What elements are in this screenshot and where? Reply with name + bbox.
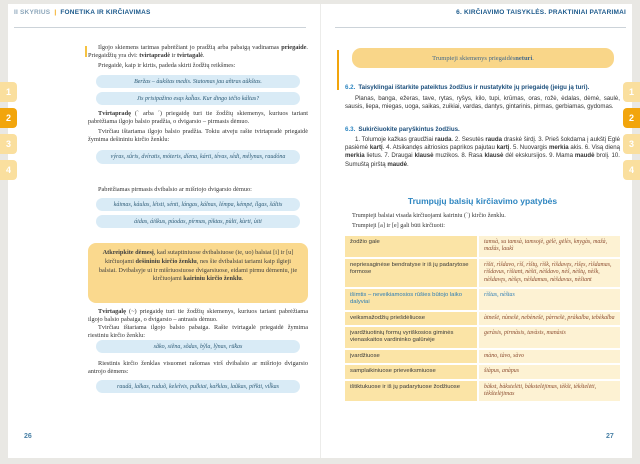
left-paragraph-1: Ilgojo skiemens tarimas pabrėžiant jo pradžią arba pabaigą vadinamas priegaide. Priegaidžių yra dvi: tvirtapradė ir tvirtagalė.	[88, 44, 308, 60]
right-running-header: 6. KIRČIAVIMO TAISYKLĖS. PRAKTINIAI PATARIMAI	[456, 9, 626, 16]
left-paragraph-3: Tvirtapradę (` arba ´) priegaidę turi tie žodžių skiemenys, kuriuos tariant pabrėžiama ilgojo balsio pradžia, o dvigarsio – pirmasis dėmuo.	[88, 110, 308, 126]
attention-callout: Atkreipkite dėmesį, kad sutaptiniuose dvibalsiuose (ie, uo) balsiai [i] ir [u] kirčiuojami dešininiu kirčio ženklu, nes šie dvibalsiai tariami kaip ilgieji balsiai. Dvibalsyje ui ir mišriuosiuose dvigarsiuose, eidami pirmu dėmeniu, jie kirčiuojami kairiniu kirčio ženklu.	[88, 243, 308, 303]
section-intro-2: Trumpieji [a] ir [e] gali būti kirčiuoti:	[352, 222, 445, 229]
exercise-63-heading	[345, 126, 620, 134]
exercise-63-title: Sukirčiuokite paryškintus žodžius.	[358, 126, 460, 133]
example-words-box-3: áidas, áiškus, púodas, pírmas, pìktas, pùlti, kùrti, ùiti	[96, 215, 300, 228]
exercise-63-body: 1. Tolumoje kažkas graudžiai rauda. 2. Sesutės rauda draskė širdį. 3. Prieš šokdama į aukštį Eglė pasiėmė kartį. 4. Atsikandęs aitriosios paprikos pajutau kartį. 5. Nuovargis merkia akis. 6. Visą dieną merkia lietus. 7. Draugai klausė muzikos. 8. Rasa klausė dėl ekskursijos. 9. Mama maudė brolį. 10. Sumuštą pirštą maudė.	[345, 136, 621, 168]
exercise-62-number: 6.2.	[345, 84, 356, 91]
chapter-number: II SKYRIUS	[14, 9, 51, 16]
table-row	[345, 381, 620, 402]
example-words-box-5: raudà, laĩkas, ruduõ, keleĩvis, puĩkiai, kar̃klas, laũkas, pir̃kti, vil̃kas	[96, 380, 300, 393]
chapter-tab-1-right: 1	[623, 82, 640, 102]
example-words-box-4: sãko, siẽna, sõdas, bỹla, lỹnas, rū̃kas	[96, 340, 300, 353]
table-row-examples: geràsis, pirmàsis, tavàsis, manàsis	[479, 327, 620, 348]
table-row	[345, 350, 620, 363]
left-paragraph-5: Pabrėžiamas pirmasis dvibalsio ar mišriojo dvigarsio dėmuo:	[98, 186, 252, 193]
table-row-label: ištiktukuose ir iš jų padarytuose žodžiuose	[345, 381, 477, 402]
example-words-box-1: výras, sū́ris, dvíratis, móteris, díena, kárti, tė́vas, sė́di, mė́lynas, raudóna	[96, 150, 300, 164]
chapter-tab-4-right: 4	[623, 160, 640, 180]
table-row-label: įvardžiuotinių formų vyriškosios giminės vienaskaitos vardininko galūnėje	[345, 327, 477, 348]
table-row-label: veiksmažodžių priešdėliuose	[345, 312, 477, 325]
table-row-label: nepriesaginėse bendratyse ir iš jų padarytose formose	[345, 259, 477, 287]
left-paragraph-2: Priegaidė, kaip ir kirtis, padeda skirti žodžių reikšmes:	[98, 62, 236, 69]
left-paragraph-6: Tvirtagalę (~) priegaidę turi tie žodžių skiemenys, kuriuos tariant pabrėžiama ilgojo balsio pabaiga, o dvigarsio – antrasis dėmuo.	[88, 308, 308, 324]
chapter-tab-3: 3	[0, 134, 17, 154]
table-row-examples: rìštas, nèštas	[479, 289, 620, 310]
table-row-exception	[345, 289, 620, 310]
right-header-rule	[335, 27, 626, 28]
chapter-tab-3-right: 3	[623, 134, 640, 154]
exercise-63-number: 6.3.	[345, 126, 356, 133]
exercise-62-title: Taisyklingai ištarkite pateiktus žodžius ir nustatykite jų priegaidę (jeigu ją turi).	[358, 84, 590, 91]
table-row	[345, 365, 620, 378]
page-number-right: 27	[606, 433, 614, 440]
rule-accent-bar	[337, 50, 339, 90]
exercise-62-body: Planas, banga, ežeras, tave, rytas, ryšys, kilo, tupi, krūmas, oras, rožė, ėdalas, dėmė, saulė, sausis, liepa, miegas, uoga, saikas, zuikiai, vardas, dantys, gintarinis, pirmas, gerbiamas, gydomas.	[345, 95, 620, 111]
table-row	[345, 259, 620, 287]
left-paragraph-7: Tvirčiau ištariama ilgojo balsio pabaiga. Rašte tvirtagalė priegaidė žymima riestiniu kirčio ženklu:	[88, 324, 308, 340]
example-sentence-box-2: Jis prisipažino esąs kal̃tas. Kur dingo tėčio káltas?	[96, 92, 300, 105]
left-paragraph-4: Tvirčiau ištariama ilgojo balsio pradžia. Tokiu atveju rašte tvirtapradė priegaidė žymima dešininiu kirčio ženklu:	[88, 128, 308, 144]
section-intro-1: Trumpieji balsiai visada kirčiuojami kairiniu (`) kirčio ženklu.	[352, 212, 506, 219]
table-row	[345, 312, 620, 325]
table-row-examples: tamsà, su tamsà, tamsojè, gėlè, gėlès, knygàs, mažà, mažàs, laukì	[479, 236, 620, 257]
table-row-examples: rìšti, rìšdavo, rìš, rìštų, rìšk, rìšdavęs, rìšęs, rìšdamas, rìšdavus, rìšiant, nèšti, nèšdavo, nèš, nèštų, nèšk, nèšdavęs, nèšęs, nèšdamas, nèšdavus, nèšiant	[479, 259, 620, 287]
header-separator: |	[54, 9, 57, 16]
table-row-label: įvardžiuose	[345, 350, 477, 363]
exercise-62-heading	[345, 84, 620, 92]
table-row-label: samplaikiniuose prieveiksmiuose	[345, 365, 477, 378]
chapter-tab-4: 4	[0, 160, 17, 180]
page-number-left: 26	[24, 433, 32, 440]
table-row-label: žodžio gale	[345, 236, 477, 257]
table-row-examples: bàkst, bàkstelėti, bàkstelėjimas, tèkšt, tèkštelėti, tèkštelėjimas	[479, 381, 620, 402]
chapter-tab-2-right-active: 2	[623, 108, 640, 128]
table-row	[345, 327, 620, 348]
short-vowel-table	[345, 236, 620, 401]
chapter-tab-2-active: 2	[0, 108, 17, 128]
chapter-tab-1: 1	[0, 82, 17, 102]
left-running-header	[14, 9, 151, 16]
left-header-rule	[14, 27, 306, 28]
table-row-examples: àtnešė, nùnešė, nebènešė, pàrnešė, pràkalba, tebèkalba	[479, 312, 620, 325]
section-title: Trumpųjų balsių kirčiavimo ypatybės	[407, 196, 558, 206]
chapter-title: FONETIKA IR KIRČIAVIMAS	[60, 9, 151, 16]
example-words-box-2: káimas, káulas, léisti, sénti, lángas, kálnas, lémpa, kémpė, ílgas, šáltis	[96, 198, 300, 211]
table-row-examples: šiàpus, anàpus	[479, 365, 620, 378]
paragraph-marker	[85, 46, 87, 57]
table-row-label: išimtis – neveikiamosios rūšies būtojo laiko dalyviai	[345, 289, 477, 310]
page-seam	[320, 4, 321, 458]
left-paragraph-8: Riestinis kirčio ženklas visuomet rašomas virš dvibalsio ar mišriojo dvigarsio antrojo dėmens:	[88, 360, 308, 376]
table-row	[345, 236, 620, 257]
example-sentence-box-1: Beržas – áukštas medis. Statomas jau añtras aũkštas.	[96, 75, 300, 88]
table-row-examples: màno, tàvo, sàvo	[479, 350, 620, 363]
rule-box: Trumpieji skiemenys priegaidės neturi .	[352, 48, 614, 68]
